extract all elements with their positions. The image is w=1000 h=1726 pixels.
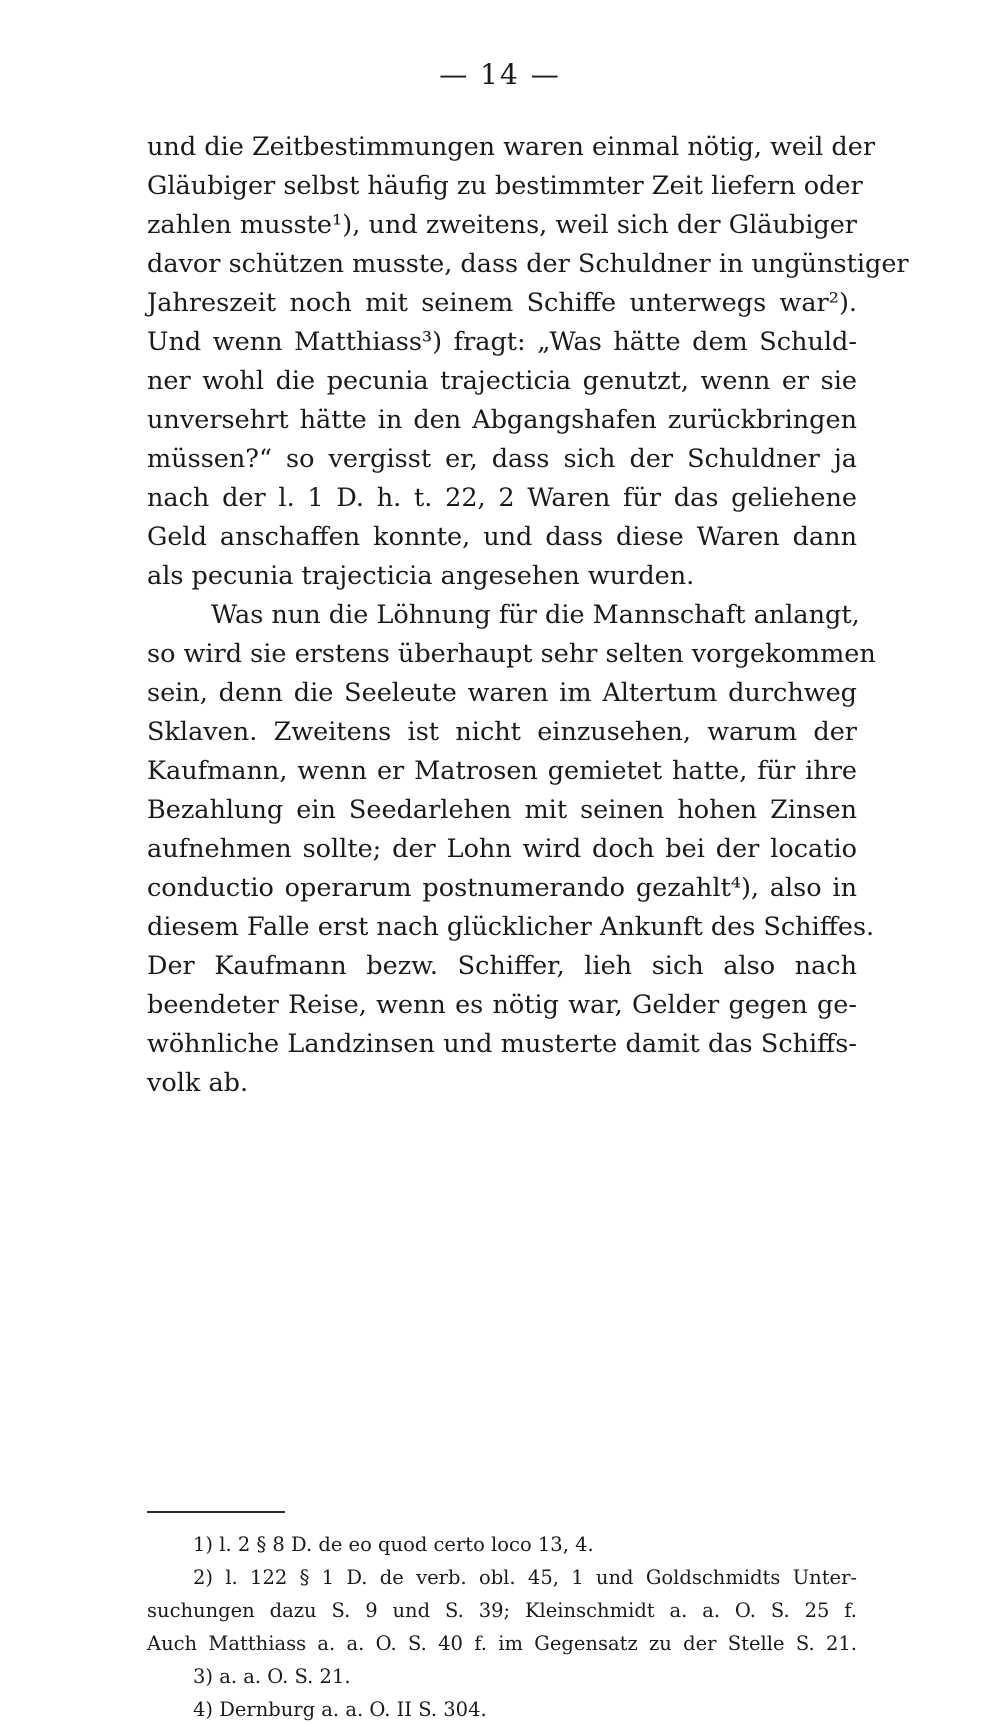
text-line: Der Kaufmann bezw. Schiffer, lieh sich also nach	[147, 951, 857, 981]
text-line: ner wohl die pecunia trajecticia genutzt, wenn er sie	[147, 366, 857, 396]
text-line: conductio operarum postnumerando gezahlt⁴), also in	[147, 873, 857, 903]
text-line: Jahreszeit noch mit seinem Schiffe unterwegs war²).	[147, 288, 857, 318]
text-line: müssen?“ so vergisst er, dass sich der Schuldner ja	[147, 444, 857, 474]
footnote-line: Auch Matthiass a. a. O. S. 40 f. im Gegensatz zu der Stelle S. 21.	[147, 1632, 857, 1655]
text-line: Geld anschaffen konnte, und dass diese Waren dann	[147, 522, 857, 552]
footnote-line: 4) Dernburg a. a. O. II S. 304.	[193, 1698, 487, 1721]
footnote-line: 1) l. 2 § 8 D. de eo quod certo loco 13, 4.	[193, 1533, 594, 1556]
text-line: Sklaven. Zweitens ist nicht einzusehen, warum der	[147, 717, 857, 747]
text-line: Was nun die Löhnung für die Mannschaft anlangt,	[211, 600, 860, 630]
text-line: so wird sie erstens überhaupt sehr selten vorgekommen	[147, 639, 876, 669]
footnote-divider	[147, 1511, 285, 1513]
text-line: davor schützen musste, dass der Schuldner in ungünstiger	[147, 249, 909, 279]
text-line: volk ab.	[147, 1068, 249, 1098]
text-line: nach der l. 1 D. h. t. 22, 2 Waren für das geliehene	[147, 483, 857, 513]
text-line: beendeter Reise, wenn es nötig war, Gelder gegen ge-	[147, 990, 857, 1020]
text-line: diesem Falle erst nach glücklicher Ankunft des Schiffes.	[147, 912, 875, 942]
text-line: aufnehmen sollte; der Lohn wird doch bei der locatio	[147, 834, 857, 864]
text-line: als pecunia trajecticia angesehen wurden.	[147, 561, 695, 591]
text-line: Gläubiger selbst häufig zu bestimmter Zeit liefern oder	[147, 171, 863, 201]
footnote-line: suchungen dazu S. 9 und S. 39; Kleinschmidt a. a. O. S. 25 f.	[147, 1599, 857, 1622]
text-line: Bezahlung ein Seedarlehen mit seinen hohen Zinsen	[147, 795, 857, 825]
footnote-line: 2) l. 122 § 1 D. de verb. obl. 45, 1 und Goldschmidts Unter-	[193, 1566, 857, 1589]
text-line: zahlen musste¹), und zweitens, weil sich der Gläubiger	[147, 210, 857, 240]
text-line: sein, denn die Seeleute waren im Altertum durchweg	[147, 678, 857, 708]
text-line: Und wenn Matthiass³) fragt: „Was hätte dem Schuld-	[147, 327, 857, 357]
text-line: Kaufmann, wenn er Matrosen gemietet hatte, für ihre	[147, 756, 857, 786]
text-line: und die Zeitbestimmungen waren einmal nötig, weil der	[147, 132, 876, 162]
footnotes	[147, 1528, 857, 1726]
text-line: wöhnliche Landzinsen und musterte damit das Schiffs-	[147, 1029, 857, 1059]
body-text	[147, 128, 909, 1103]
text-line: unversehrt hätte in den Abgangshafen zurückbringen	[147, 405, 857, 435]
page-number: — 14 —	[439, 58, 561, 91]
footnote-line: 3) a. a. O. S. 21.	[193, 1665, 351, 1688]
